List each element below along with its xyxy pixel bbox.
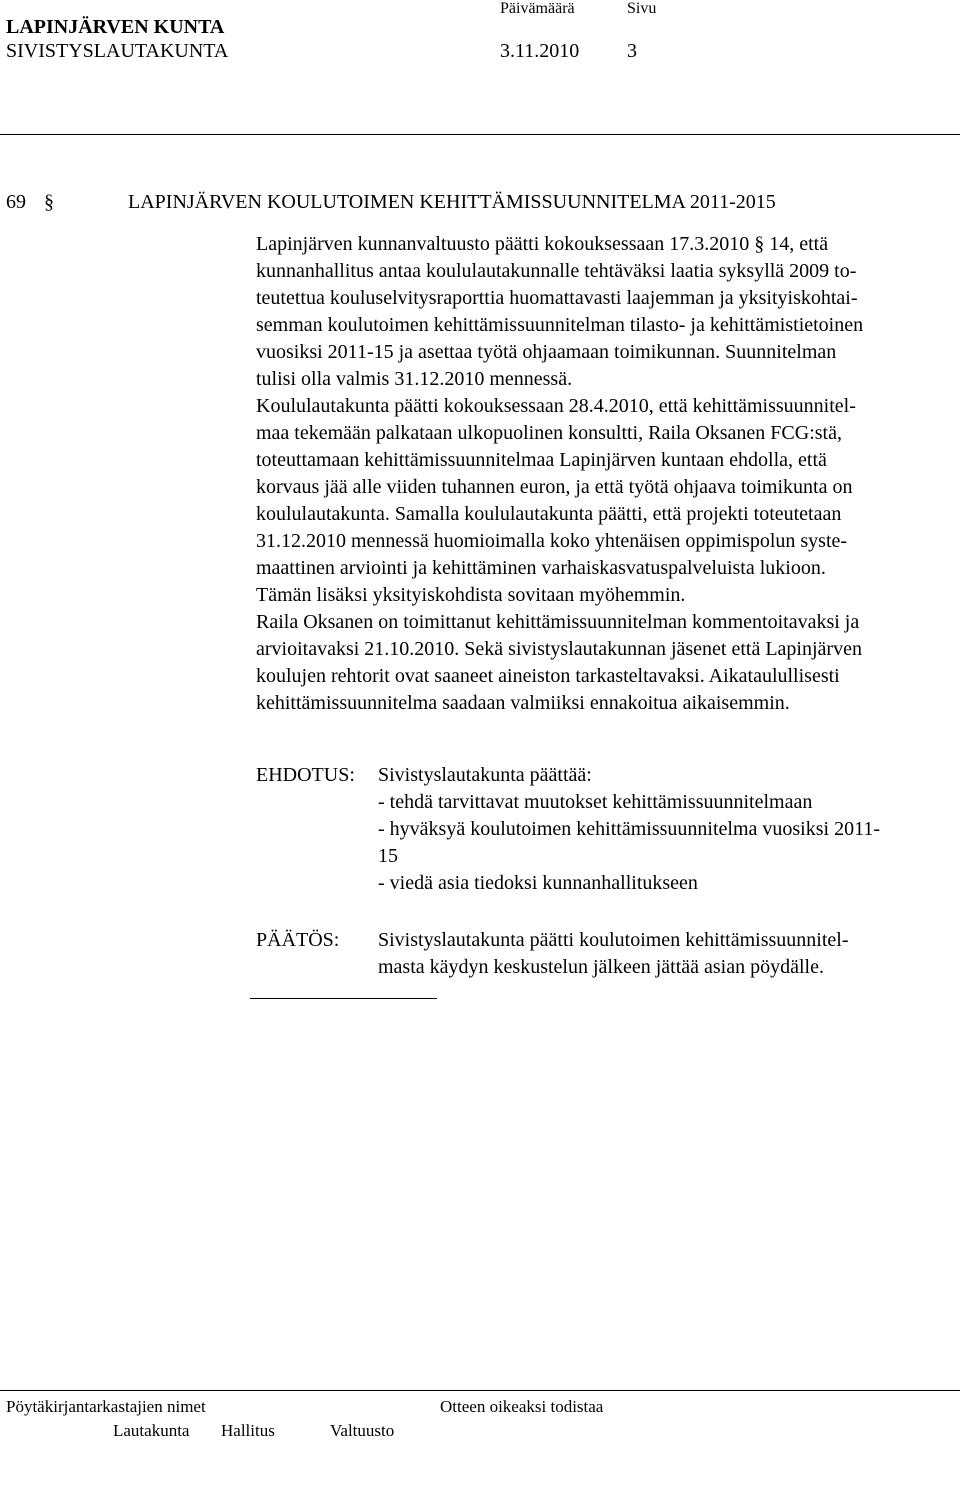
page-value: 3 (627, 40, 637, 62)
body-line: koulujen rehtorit ovat saaneet aineiston tarkasteltavaksi. Aikataulullisesti (256, 665, 840, 687)
paatos-line: masta käydyn keskustelun jälkeen jättää asian pöydälle. (378, 956, 824, 978)
org-name: LAPINJÄRVEN KUNTA (6, 16, 225, 38)
body-line: teutettua kouluselvitysraporttia huomattavasti laajemman ja yksityiskohtai- (256, 287, 858, 309)
section-title: LAPINJÄRVEN KOULUTOIMEN KEHITTÄMISSUUNNITELMA 2011-2015 (128, 191, 776, 213)
header-rule (0, 134, 960, 135)
footer-rule (0, 1390, 960, 1391)
hallitus-label: Hallitus (221, 1421, 275, 1440)
body-line: semman koulutoimen kehittämissuunnitelman tilasto- ja kehittämistietoinen (256, 314, 864, 336)
body-line: Raila Oksanen on toimittanut kehittämissuunnitelman kommentoitavaksi ja (256, 611, 860, 633)
body-line: Tämän lisäksi yksityiskohdista sovitaan myöhemmin. (256, 584, 686, 606)
section-number: 69 (6, 191, 26, 213)
ehdotus-item: - viedä asia tiedoksi kunnanhallitukseen (378, 872, 698, 894)
org-unit: SIVISTYSLAUTAKUNTA (6, 40, 229, 62)
section-symbol: § (44, 191, 54, 213)
ehdotus-item: - tehdä tarvittavat muutokset kehittämissuunnitelmaan (378, 791, 813, 813)
body-line: Koululautakunta päätti kokouksessaan 28.4.2010, että kehittämissuunnitel- (256, 395, 856, 417)
closing-rule (250, 998, 437, 999)
body-line: tulisi olla valmis 31.12.2010 mennessä. (256, 368, 573, 390)
certified-label: Otteen oikeaksi todistaa (440, 1397, 604, 1416)
paatos-line: Sivistyslautakunta päätti koulutoimen kehittämissuunnitel- (378, 929, 849, 951)
page-label: Sivu (627, 0, 657, 17)
body-line: kunnanhallitus antaa koululautakunnalle tehtäväksi laatia syksyllä 2009 to- (256, 260, 857, 282)
body-line: toteuttamaan kehittämissuunnitelmaa Lapinjärven kuntaan ehdolla, että (256, 449, 827, 471)
ehdotus-intro: Sivistyslautakunta päättää: (378, 764, 592, 786)
valtuusto-label: Valtuusto (330, 1421, 395, 1440)
ehdotus-label: EHDOTUS: (256, 764, 355, 786)
body-line: arvioitavaksi 21.10.2010. Sekä sivistyslautakunnan jäsenet että Lapinjärven (256, 638, 862, 660)
paatos-label: PÄÄTÖS: (256, 929, 340, 951)
body-line: 31.12.2010 mennessä huomioimalla koko yhtenäisen oppimispolun syste- (256, 530, 848, 552)
body-line: koululautakunta. Samalla koululautakunta päätti, että projekti toteutetaan (256, 503, 842, 525)
body-line: korvaus jää alle viiden tuhannen euron, ja että työtä ohjaava toimikunta on (256, 476, 853, 498)
ehdotus-item: 15 (378, 845, 398, 867)
body-line: maattinen arviointi ja kehittäminen varhaiskasvatuspalveluista lukioon. (256, 557, 826, 579)
ehdotus-item: - hyväksyä koulutoimen kehittämissuunnitelma vuosiksi 2011- (378, 818, 880, 840)
body-text (256, 231, 956, 717)
signature-box (6, 1418, 104, 1444)
date-value: 3.11.2010 (500, 40, 580, 62)
lautakunta-label: Lautakunta (113, 1421, 190, 1440)
checkers-label: Pöytäkirjantarkastajien nimet (6, 1397, 206, 1416)
date-label: Päivämäärä (500, 0, 575, 17)
body-line: Lapinjärven kunnanvaltuusto päätti kokouksessaan 17.3.2010 § 14, että (256, 233, 829, 255)
body-line: maa tekemään palkataan ulkopuolinen konsultti, Raila Oksanen FCG:stä, (256, 422, 842, 444)
body-line: kehittämissuunnitelma saadaan valmiiksi ennakoitua aikaisemmin. (256, 692, 790, 714)
body-line: vuosiksi 2011-15 ja asettaa työtä ohjaamaan toimikunnan. Suunnitelman (256, 341, 837, 363)
